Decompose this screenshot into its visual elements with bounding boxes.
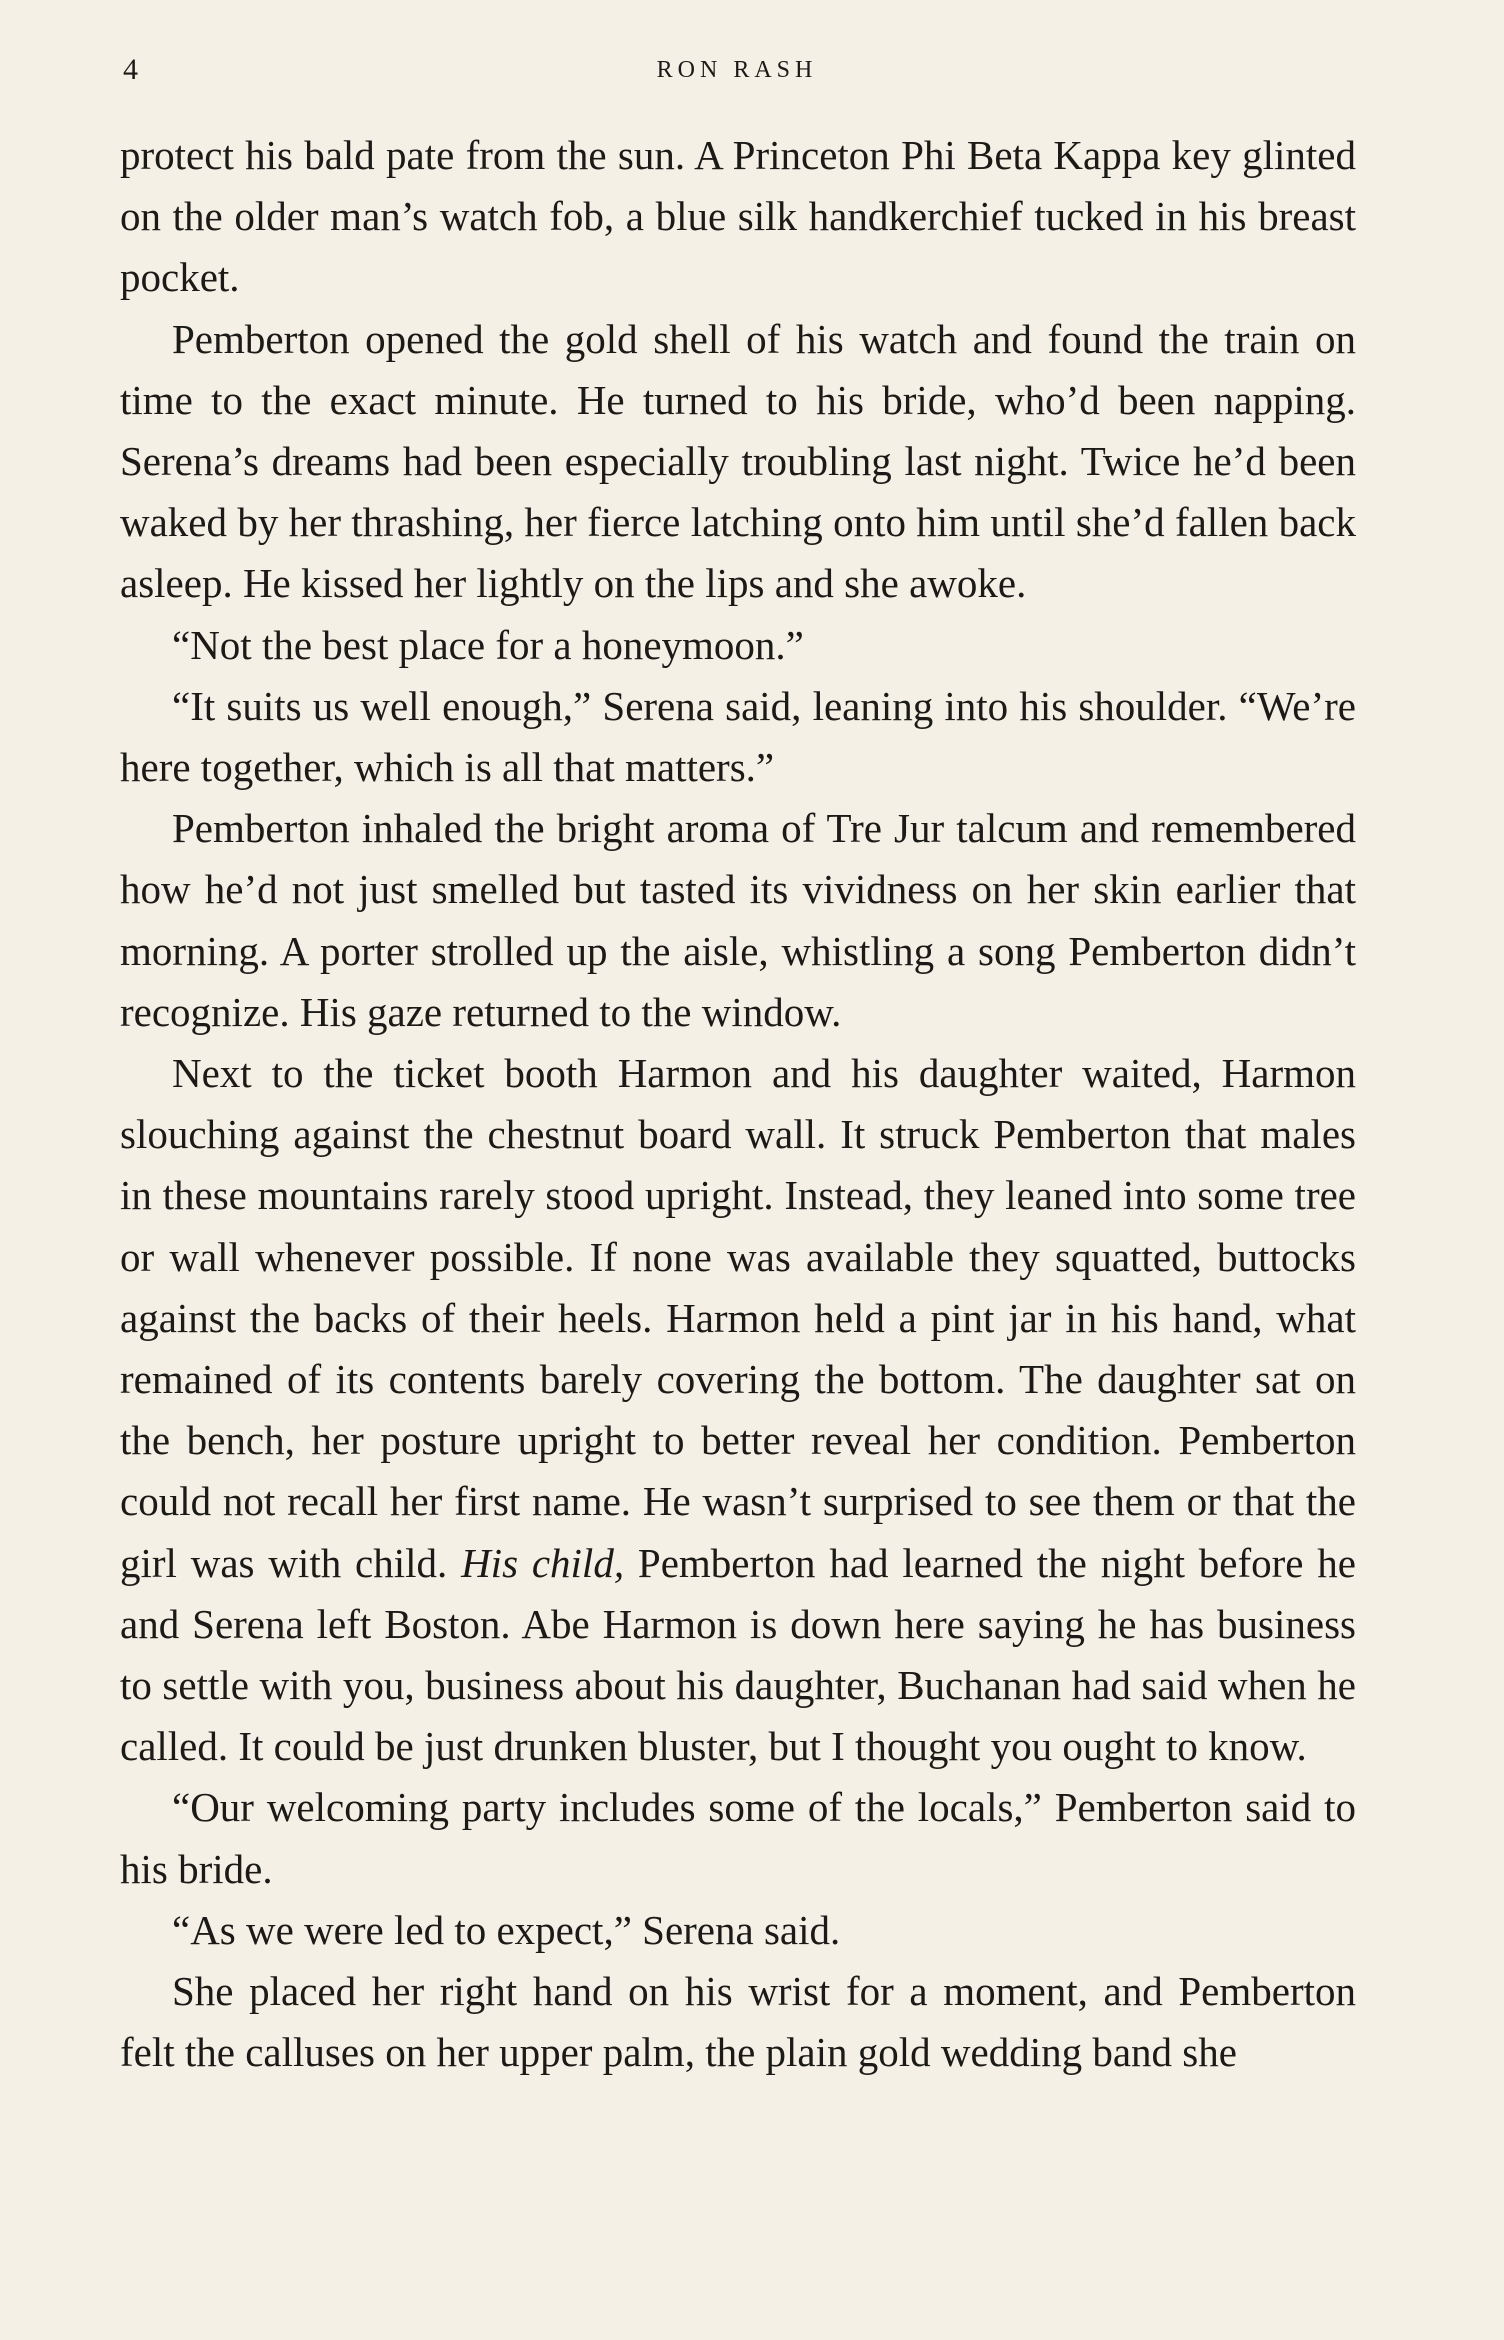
paragraph-text: “It suits us well enough,” Serena said, leaning into his shoulder. “We’re here together, which is all that matters.” (120, 682, 1356, 791)
body-text (120, 125, 1356, 2084)
page-number: 4 (123, 53, 138, 86)
paragraph-text: protect his bald pate from the sun. A Princeton Phi Beta Kappa key glinted on the older man’s watch fob, a blue silk handkerchief tucked in his breast pocket. (120, 132, 1356, 301)
paragraph (120, 676, 1356, 798)
paragraph-text: Pemberton had learned the night before he and Serena left Boston. Abe Harmon is down here saying he has business to settle with you, business about his daughter, Buchanan had said when he called. It could be just drunken bluster, but I thought you ought to know. (120, 1539, 1356, 1770)
paragraph (120, 1900, 1356, 1961)
italic-text: His child, (461, 1539, 625, 1586)
paragraph (120, 125, 1356, 309)
running-head-author: RON RASH (656, 57, 818, 83)
paragraph-text: Pemberton opened the gold shell of his watch and found the train on time to the exact minute. He turned to his bride, who’d been napping. Serena’s dreams had been especially troubling last night. Twice he’d been waked by her thrashing, her fierce latching onto him until she’d fallen back asleep. He kissed her lightly on the lips and she awoke. (120, 315, 1356, 607)
paragraph-text: “Not the best place for a honeymoon.” (172, 621, 804, 668)
paragraph (120, 798, 1356, 1043)
paragraph (120, 1961, 1356, 2083)
paragraph-text: Next to the ticket booth Harmon and his daughter waited, Harmon slouching against the chestnut board wall. It struck Pemberton that males in these mountains rarely stood upright. Instead, they leaned into some tree or wall whenever possible. If none was available they squatted, buttocks against the backs of their heels. Harmon held a pint jar in his hand, what remained of its contents barely covering the bottom. The daughter sat on the bench, her posture upright to better reveal her condition. Pemberton could not recall her first name. He wasn’t surprised to see them or that the girl was with child. (120, 1050, 1356, 1586)
paragraph-text: “Our welcoming party includes some of the locals,” Pemberton said to his bride. (120, 1784, 1356, 1892)
paragraph-text: She placed her right hand on his wrist for a moment, and Pemberton felt the calluses on her upper palm, the plain gold wedding band she (120, 1968, 1356, 2076)
paragraph (120, 309, 1356, 615)
paragraph (120, 615, 1356, 676)
paragraph-text: Pemberton inhaled the bright aroma of Tre Jur talcum and remembered how he’d not just smelled but tasted its vividness on her skin earlier that morning. A porter strolled up the aisle, whistling a song Pemberton didn’t recognize. His gaze returned to the window. (120, 805, 1356, 1035)
paragraph (120, 1777, 1356, 1899)
running-head (120, 50, 1354, 90)
paragraph-text: “As we were led to expect,” Serena said. (172, 1906, 841, 1953)
paragraph (120, 1043, 1356, 1777)
